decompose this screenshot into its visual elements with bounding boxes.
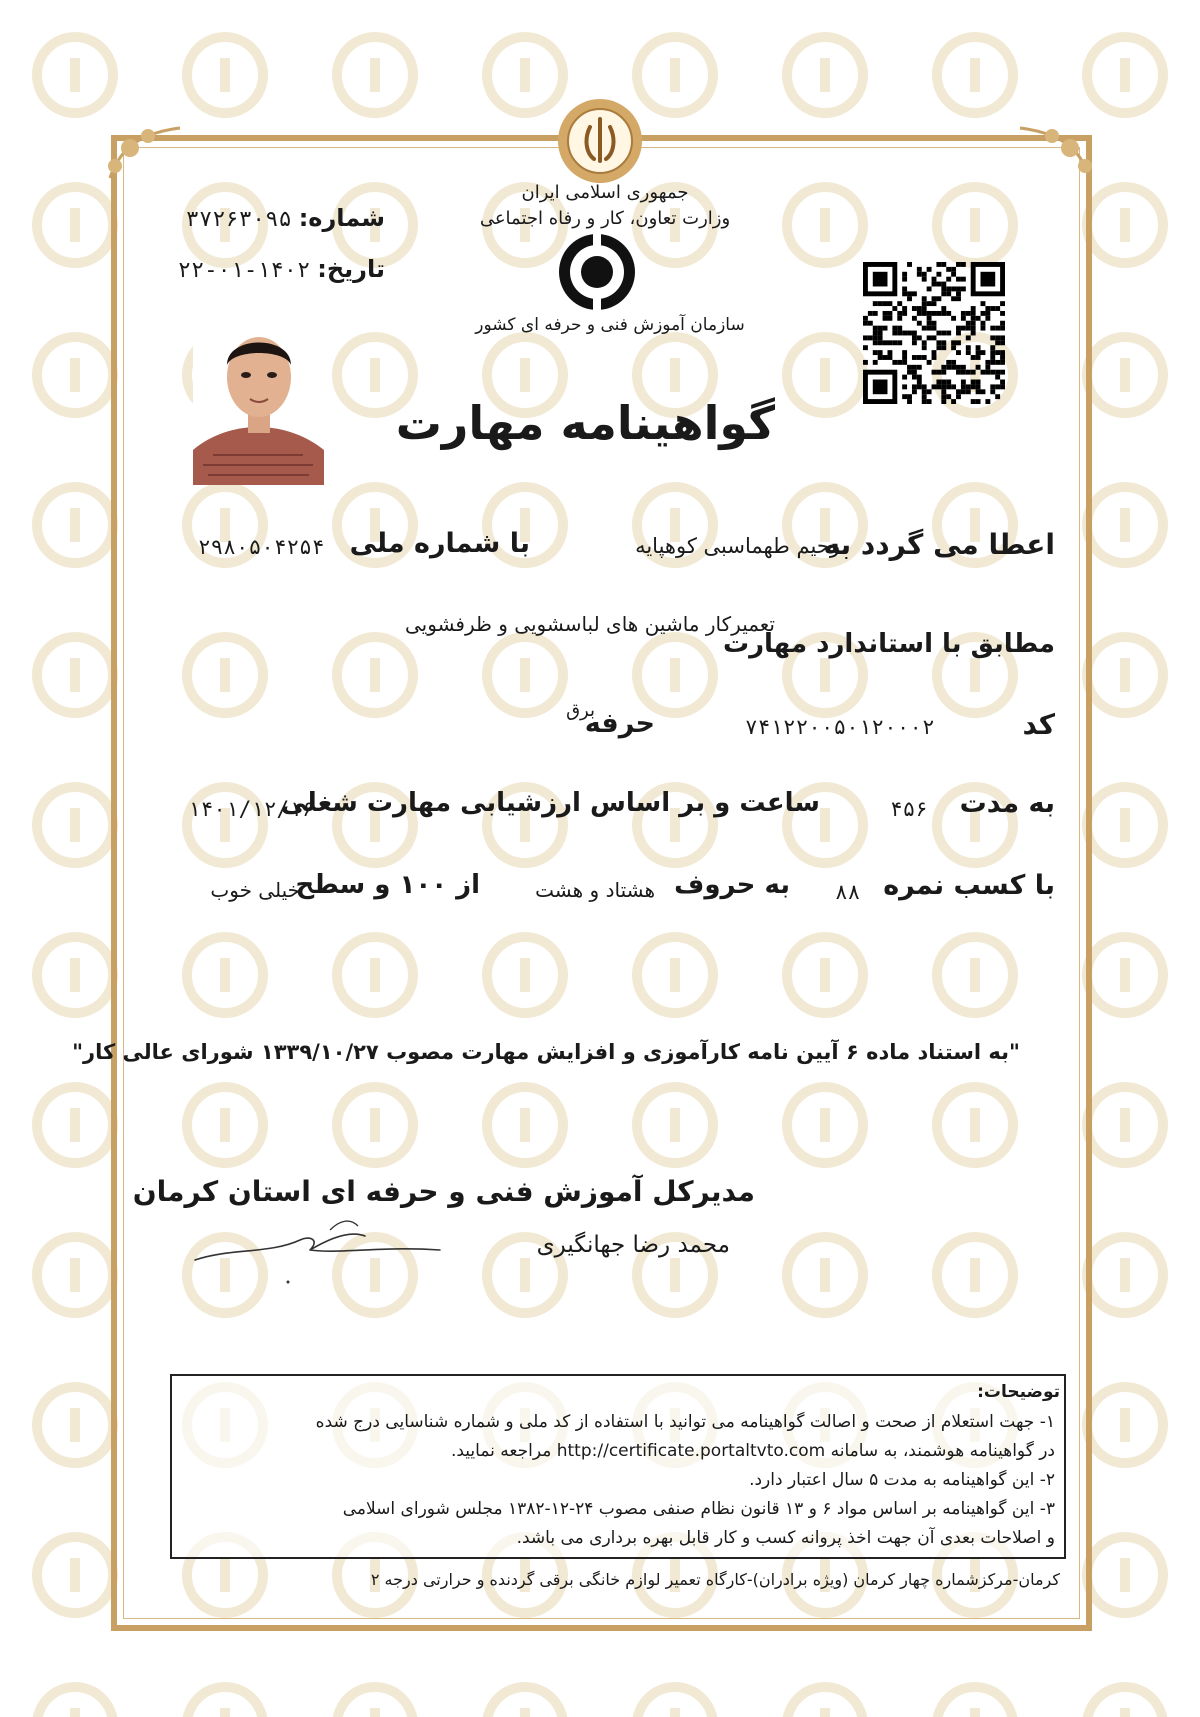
note-line: ۳- این گواهینامه بر اساس مواد ۶ و ۱۳ قانون نظام صنفی مصوب ۲۴-۱۲-۱۳۸۲ مجلس شورای اسلامی [342,1499,1055,1519]
certificate-number-row [175,204,385,232]
letters-label: به حروف [674,870,790,900]
letters-value: هشتاد و هشت [535,878,655,902]
score-value: ۸۸ [835,880,861,904]
granted-label: اعطا می گردد به [823,528,1055,561]
corner-ornament-right-icon [1010,118,1100,188]
footer-location: کرمان-مرکزشماره چهار کرمان (ویژه برادران)-کارگاه تعمیر لوازم خانگی برقی گردنده و حرارتی درجه ۲ [370,1570,1060,1589]
issue-date-row [175,255,385,283]
duration-label: به مدت [959,788,1055,819]
holder-photo [193,315,324,485]
trade-value: برق [566,700,595,721]
organization-name: سازمان آموزش فنی و حرفه ای کشور [475,315,745,335]
signatory-name: محمد رضا جهانگیری [536,1232,730,1258]
score-label: با کسب نمره [883,870,1055,901]
iran-emblem-icon [556,97,644,185]
country-name: جمهوری اسلامی ایران [521,182,689,203]
page-title: گواهینامه مهارت [395,396,775,450]
tvto-logo-icon [556,231,638,313]
national-id-label: با شماره ملی [349,528,530,559]
certificate-number: ۳۷۲۶۳۰۹۵ [185,207,292,232]
issue-date-label: تاریخ: [317,255,385,283]
ministry-name: وزارت تعاون، کار و رفاه اجتماعی [479,208,731,229]
code-label: کد [1022,708,1055,741]
evaluation-date: ۱۴۰۱/۱۲/۱۶ [188,797,315,821]
certificate-number-label: شماره: [298,204,385,232]
standard-label: مطابق با استاندارد مهارت [722,629,1055,659]
level-value: خیلی خوب [210,878,300,902]
legal-basis: "به استناد ماده ۶ آیین نامه کارآموزی و افزایش مهارت مصوب ۱۳۳۹/۱۰/۲۷ شورای عالی کار" [72,1040,1020,1064]
issue-date: ۱۴۰۲-۰۱-۲۲ [177,258,311,283]
signature-image [190,1210,450,1290]
notes-heading: توضیحات: [977,1382,1060,1402]
duration-value: ۴۵۶ [890,797,928,821]
recipient-name: رحیم طهماسبی کوهپایه [635,534,840,558]
corner-ornament-left-icon [100,118,190,188]
note-line: ۲- این گواهینامه به مدت ۵ سال اعتبار دارد. [749,1470,1055,1490]
code-value: ۷۴۱۲۲۰۰۵۰۱۲۰۰۰۲ [745,715,935,739]
national-id-value: ۲۹۸۰۵۰۴۲۵۴ [198,535,325,559]
qr-code[interactable] [863,262,1005,404]
note-line: و اصلاحات بعدی آن جهت اخذ پروانه کسب و کار قابل بهره برداری می باشد. [516,1528,1055,1548]
trade-label: حرفه [584,708,655,739]
note-line: ۱- جهت استعلام از صحت و اصالت گواهینامه می توانید با استفاده از کد ملی و شماره شناسایی درج شده [315,1412,1055,1432]
duration-suffix: ساعت و بر اساس ارزشیابی مهارت شغلی [280,788,820,818]
out-of-label: از ۱۰۰ و سطح [295,870,480,900]
signatory-title: مدیرکل آموزش فنی و حرفه ای استان کرمان [132,1175,755,1208]
note-line: در گواهینامه هوشمند، به سامانه http://certificate.portaltvto.com مراجعه نمایید. [450,1441,1055,1461]
standard-value: تعمیرکار ماشین های لباسشویی و ظرفشویی [405,612,775,636]
